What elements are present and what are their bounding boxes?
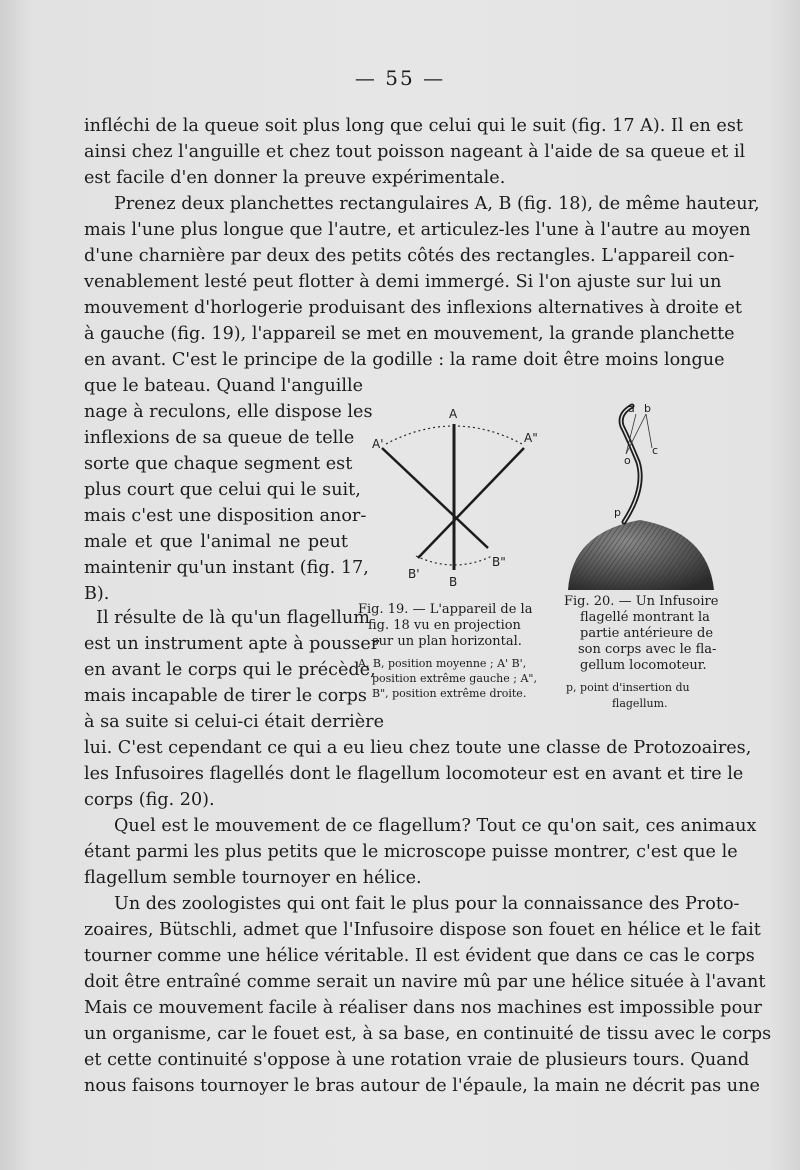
- text-line: un organisme, car le fouet est, à sa base, en continuité de tissu avec le corps: [84, 1024, 772, 1044]
- text-line: zoaires, Bütschli, admet que l'Infusoire dispose son fouet en hélice et le fait: [84, 920, 761, 940]
- text-line: Prenez deux planchettes rectangulaires A, B (fig. 18), de même hauteur,: [114, 194, 760, 214]
- label-c: c: [652, 444, 659, 457]
- text-line: Il résulte de là qu'un flagellum: [96, 608, 370, 628]
- text-line: Quel est le mouvement de ce flagellum? Tout ce qu'on sait, ces animaux: [114, 816, 757, 836]
- text-line: à gauche (fig. 19), l'appareil se met en mouvement, la grande planchette: [84, 324, 735, 344]
- figure-20-illustration: [566, 392, 718, 596]
- board-a1-b1: [382, 448, 488, 548]
- text-line: infléchi de la queue soit plus long que celui qui le suit (fig. 17 A). Il en est: [84, 116, 743, 136]
- text-line: Un des zoologistes qui ont fait le plus pour la connaissance des Proto-: [114, 894, 740, 914]
- text-line: mais incapable de tirer le corps: [84, 686, 367, 706]
- figure-20-caption-4: son corps avec le fla-: [578, 642, 717, 657]
- text-line: mais l'une plus longue que l'autre, et articulez-les l'une à l'autre au moyen: [84, 220, 751, 240]
- figure-20-caption-1: Fig. 20. — Un Infusoire: [564, 594, 719, 609]
- label-b: b: [644, 402, 651, 415]
- label-A: A: [449, 407, 458, 421]
- label-A-prime: A': [372, 437, 384, 451]
- label-B-prime: B': [408, 567, 420, 581]
- text-line: tourner comme une hélice véritable. Il est évident que dans ce cas le corps: [84, 946, 755, 966]
- figure-19-legend-1: A, B, position moyenne ; A' B',: [358, 657, 527, 670]
- text-line: plus court que celui qui le suit,: [84, 480, 361, 500]
- text-line: maintenir qu'un instant (fig. 17,: [84, 558, 369, 578]
- figure-19-caption-1: Fig. 19. — L'appareil de la: [358, 602, 533, 617]
- text-line: corps (fig. 20).: [84, 790, 215, 810]
- figure-20-caption-3: partie antérieure de: [580, 626, 714, 641]
- text-line: B).: [84, 584, 110, 604]
- figure-19-caption-3: sur un plan horizontal.: [372, 634, 522, 649]
- text-line: Mais ce mouvement facile à réaliser dans nos machines est impossible pour: [84, 998, 762, 1018]
- text-line: inflexions de sa queue de telle: [84, 428, 355, 448]
- text-line: ainsi chez l'anguille et chez tout poisson nageant à l'aide de sa queue et il: [84, 142, 746, 162]
- figure-20-caption-6: p, point d'insertion du: [566, 681, 690, 694]
- text-line: étant parmi les plus petits que le microscope puisse montrer, c'est que le: [84, 842, 738, 862]
- figure-19-diagram: [360, 398, 550, 590]
- text-line: et cette continuité s'oppose à une rotation vraie de plusieurs tours. Quand: [84, 1050, 750, 1070]
- figure-19-legend-3: B", position extrême droite.: [372, 687, 527, 700]
- text-line: lui. C'est cependant ce qui a eu lieu chez toute une classe de Protozoaires,: [84, 738, 752, 758]
- label-p: p: [614, 506, 621, 519]
- figure-20-caption-2: flagellé montrant la: [580, 610, 710, 625]
- label-o: o: [624, 454, 631, 467]
- text-line: venablement lesté peut flotter à demi immergé. Si l'on ajuste sur lui un: [84, 272, 722, 292]
- text-line: est facile d'en donner la preuve expérimentale.: [84, 168, 506, 188]
- text-line: mais c'est une disposition anor-: [84, 506, 367, 526]
- text-line: flagellum semble tournoyer en hélice.: [84, 868, 422, 888]
- figure-19-caption-2: fig. 18 vu en projection: [368, 618, 521, 633]
- text-line: que le bateau. Quand l'anguille: [84, 376, 364, 396]
- text-line: nage à reculons, elle dispose les: [84, 402, 373, 422]
- page-number: — 55 —: [354, 66, 446, 90]
- text-line: nous faisons tournoyer le bras autour de l'épaule, la main ne décrit pas une: [84, 1076, 760, 1096]
- text-line: sorte que chaque segment est: [84, 454, 353, 474]
- figure-20-caption-5: gellum locomoteur.: [580, 658, 707, 673]
- text-line: les Infusoires flagellés dont le flagellum locomoteur est en avant et tire le: [84, 764, 744, 784]
- text-line: d'une charnière par deux des petits côtés des rectangles. L'appareil con-: [84, 246, 735, 266]
- text-line: male et que l'animal ne peut: [84, 532, 348, 552]
- text-line: en avant le corps qui le précède,: [84, 660, 376, 680]
- label-A-double-prime: A": [524, 431, 538, 445]
- figure-20-caption-7: flagellum.: [612, 697, 668, 710]
- text-line: est un instrument apte à pousser: [84, 634, 380, 654]
- label-a: a: [628, 402, 635, 415]
- text-line: en avant. C'est le principe de la godille : la rame doit être moins longue: [84, 350, 725, 370]
- figure-19-legend-2: position extrême gauche ; A",: [372, 672, 537, 685]
- text-line: à sa suite si celui-ci était derrière: [84, 712, 384, 732]
- label-B-double-prime: B": [492, 555, 506, 569]
- label-B: B: [449, 575, 458, 589]
- board-a2-b2: [418, 448, 524, 558]
- text-line: doit être entraîné comme serait un navire mû par une hélice située à l'avant: [84, 972, 766, 992]
- text-line: mouvement d'horlogerie produisant des inflexions alternatives à droite et: [84, 298, 742, 318]
